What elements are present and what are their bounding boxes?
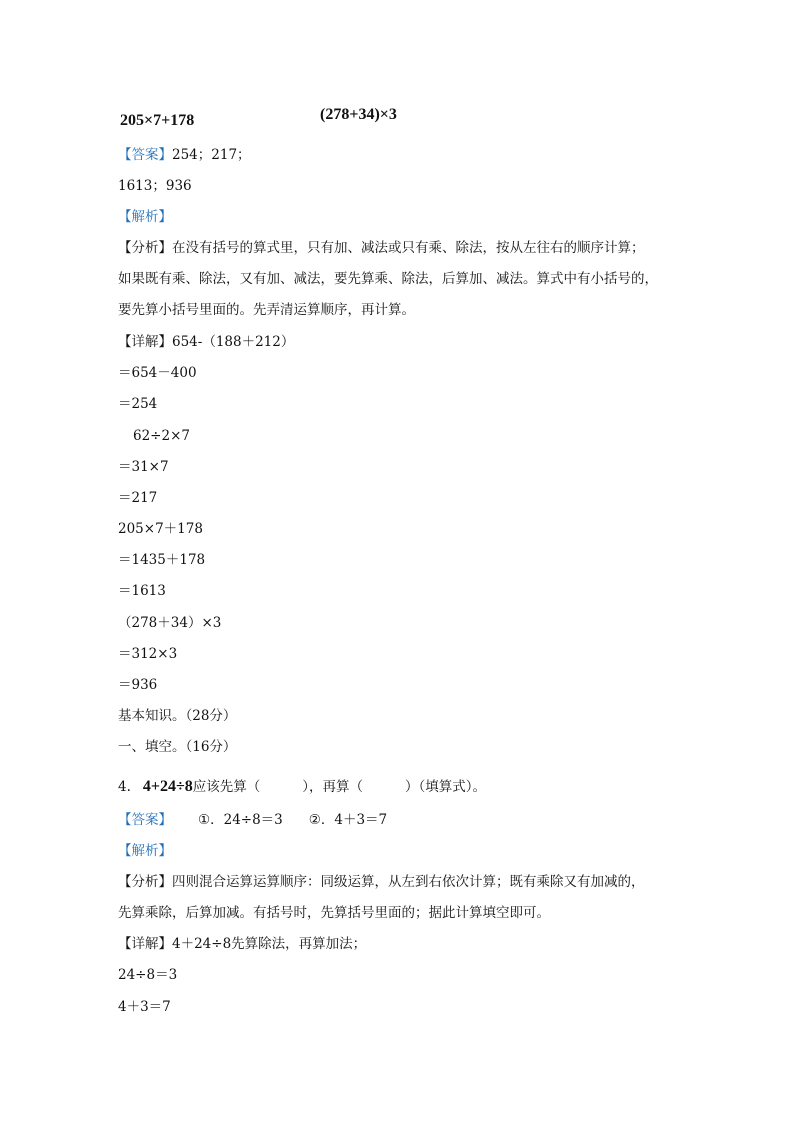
detail-line-11: ＝936 <box>118 677 158 693</box>
analysis4-tag: 【解析】 <box>118 843 172 859</box>
answer-line-1 <box>118 146 251 164</box>
detail-tag: 【详解】 <box>118 334 172 350</box>
analysis4-detail-tag: 【详解】 <box>118 936 172 952</box>
analysis4-detail-line-3: 4＋3＝7 <box>118 999 171 1015</box>
question-text-c: ）（填算式）。 <box>405 779 487 795</box>
section-fill: 一、填空。（16分） <box>118 739 237 755</box>
analysis4-fenxi-tag: 【分析】 <box>118 874 172 890</box>
question-text-a: 应该先算（ <box>192 779 261 795</box>
detail-line-4: ＝31×7 <box>118 459 169 475</box>
analysis-fenxi-line-2: 如果既有乘、除法，又有加、减法，要先算乘、除法，后算加、减法。算式中有小括号的， <box>118 271 658 287</box>
analysis4-detail-text-1: 4＋24÷8先算除法，再算加法； <box>172 936 367 952</box>
answer4-line <box>118 811 387 829</box>
fenxi-text-1: 在没有括号的算式里，只有加、减法或只有乘、除法，按从左往右的顺序计算； <box>172 240 645 256</box>
answer-tag: 【答案】 <box>118 147 172 163</box>
analysis4-fenxi-text-1: 四则混合运算运算顺序：同级运算，从左到右依次计算；既有乘除又有加减的， <box>172 874 645 890</box>
detail-line-1: ＝654－400 <box>118 365 197 381</box>
detail-line-5: ＝217 <box>118 490 158 506</box>
answer-values-1: 254；217； <box>172 147 251 163</box>
question-text-b: ），再算（ <box>302 779 364 795</box>
detail-line-10: ＝312×3 <box>118 646 178 662</box>
question-number: 4. <box>118 779 131 795</box>
question-4 <box>118 778 486 796</box>
detail-line-6: 205×7＋178 <box>118 521 203 537</box>
answer4-item-2: ②．4＋3＝7 <box>308 812 388 828</box>
question-formula: 4+24÷8 <box>142 778 193 795</box>
analysis4-fenxi-line-2: 先算乘除，后算加减。有括号时，先算括号里面的；据此计算填空即可。 <box>118 905 550 921</box>
formula-left: 205×7+178 <box>120 112 195 129</box>
analysis4-fenxi-line-1 <box>118 873 645 891</box>
analysis-fenxi-line-3: 要先算小括号里面的。先弄清运算顺序，再计算。 <box>118 302 415 318</box>
detail-line-9: （278＋34）×3 <box>118 615 222 631</box>
section-basic: 基本知识。（28分） <box>118 708 237 724</box>
detail-text-0: 654-（188＋212） <box>172 334 295 350</box>
analysis-fenxi-line-1 <box>118 239 645 257</box>
answer-line-2: 1613；936 <box>118 178 192 194</box>
formula-right: (278+34)×3 <box>320 106 397 123</box>
analysis-tag: 【解析】 <box>118 209 172 225</box>
analysis4-detail-line-1 <box>118 935 366 953</box>
detail-line-2: ＝254 <box>118 396 158 412</box>
detail-line-7: ＝1435＋178 <box>118 552 206 568</box>
answer4-tag: 【答案】 <box>118 812 172 828</box>
detail-line-3: 62÷2×7 <box>133 428 190 444</box>
detail-line-8: ＝1613 <box>118 583 166 599</box>
answer4-item-1: ①．24÷8＝3 <box>198 812 283 828</box>
fenxi-tag: 【分析】 <box>118 240 172 256</box>
detail-line-0 <box>118 333 294 351</box>
analysis4-detail-line-2: 24÷8＝3 <box>118 967 178 983</box>
